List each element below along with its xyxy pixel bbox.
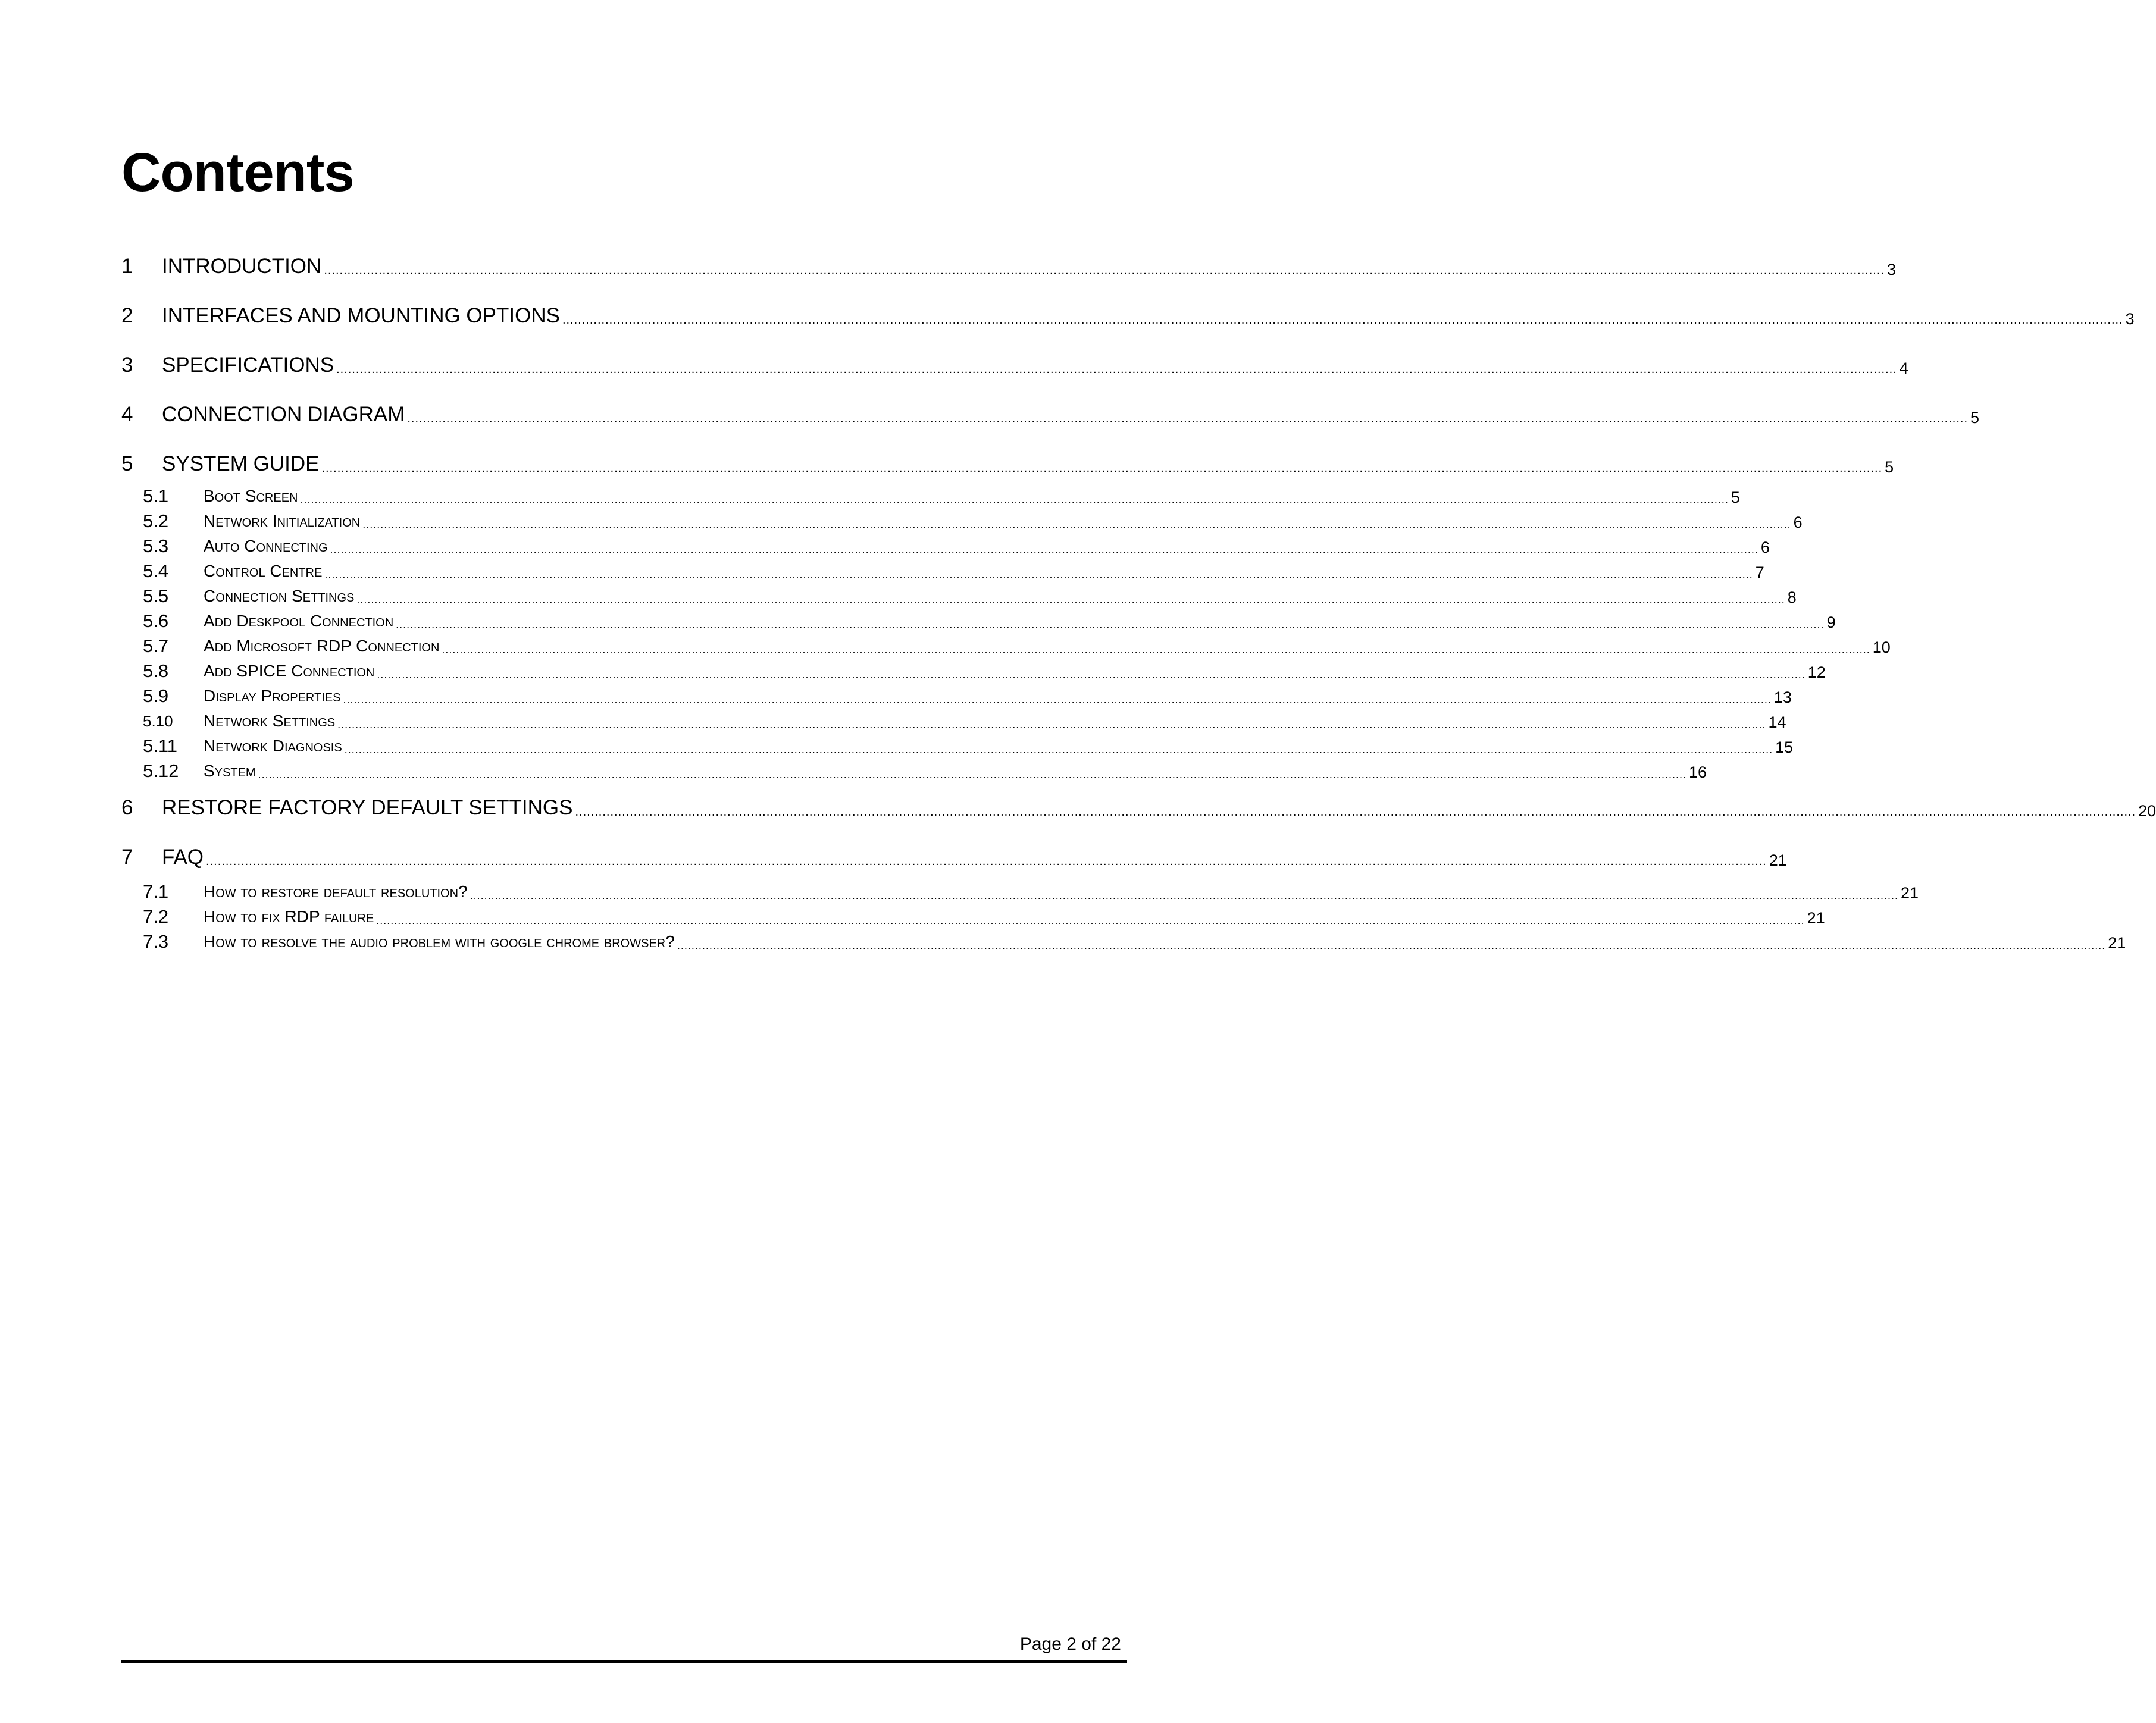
toc-entry-network-diagnosis[interactable]: [121, 734, 1794, 758]
toc-entry-restore-factory-defaults[interactable]: [121, 795, 2156, 821]
toc-dot-leader: ................................................................................................................................................................................................................................................................................................................................................................................................................: [377, 669, 1805, 681]
toc-entry-auto-connecting[interactable]: [121, 534, 1770, 558]
toc-entry-page: 21: [1901, 884, 1919, 902]
toc-entry-page: 12: [1807, 663, 1826, 681]
toc-entry-number: 5.5: [143, 585, 169, 606]
toc-dot-leader: ................................................................................................................................................................................................................................................................................................................................................................................................................: [330, 544, 1758, 556]
toc-dot-leader: ................................................................................................................................................................................................................................................................................................................................................................................................................: [356, 594, 1785, 606]
toc-entry-number: 5.7: [143, 635, 169, 656]
toc-entry-interfaces[interactable]: [121, 303, 2135, 329]
toc-entry-title: SPECIFICATIONS: [162, 353, 334, 377]
toc-entry-number: 7.1: [143, 881, 169, 902]
toc-entry-title: CONNECTION DIAGRAM: [162, 403, 405, 426]
toc-entry-number: 5.10: [143, 712, 173, 730]
toc-entry-number: 5.2: [143, 510, 169, 531]
toc-entry-restore-default-resolution[interactable]: [121, 880, 1919, 904]
toc-dot-leader: ................................................................................................................................................................................................................................................................................................................................................................................................................: [300, 494, 1729, 506]
toc-entry-number: 7.3: [143, 931, 169, 952]
toc-dot-leader: ................................................................................................................................................................................................................................................................................................................................................................................................................: [575, 806, 2136, 819]
toc-entry-number: 5.12: [143, 760, 179, 781]
toc-entry-page: 3: [1886, 261, 1896, 278]
toc-entry-page: 16: [1688, 763, 1707, 781]
toc-entry-title: Network Settings: [204, 712, 336, 730]
toc-dot-leader: ................................................................................................................................................................................................................................................................................................................................................................................................................: [258, 769, 1686, 781]
toc-dot-leader: ................................................................................................................................................................................................................................................................................................................................................................................................................: [343, 694, 1772, 706]
toc-dot-leader: ................................................................................................................................................................................................................................................................................................................................................................................................................: [362, 519, 1791, 531]
footer-divider: [121, 1660, 1127, 1663]
toc-entry-control-centre[interactable]: [121, 559, 1764, 583]
toc-entry-network-settings[interactable]: [121, 709, 1786, 733]
toc-entry-page: 8: [1787, 588, 1797, 606]
toc-entry-title: System: [204, 762, 256, 780]
toc-entry-page: 13: [1773, 688, 1792, 706]
toc-entry-system-guide[interactable]: [121, 451, 1894, 477]
toc-dot-leader: ................................................................................................................................................................................................................................................................................................................................................................................................................: [407, 412, 1969, 425]
toc-entry-network-initialization[interactable]: [121, 509, 1803, 533]
toc-dot-leader: ................................................................................................................................................................................................................................................................................................................................................................................................................: [337, 719, 1766, 731]
toc-entry-add-rdp-connection[interactable]: [121, 634, 1891, 658]
toc-entry-add-deskpool-connection[interactable]: [121, 609, 1836, 633]
toc-entry-title: How to fix RDP failure: [204, 907, 374, 926]
toc-entry-page: 6: [1760, 538, 1770, 556]
toc-entry-title: RESTORE FACTORY DEFAULT SETTINGS: [162, 796, 573, 819]
toc-entry-number: 7.2: [143, 906, 169, 927]
toc-entry-title: Display Properties: [204, 687, 341, 705]
toc-entry-audio-problem-chrome[interactable]: [121, 930, 2126, 954]
toc-entry-page: 6: [1793, 513, 1803, 531]
toc-entry-system[interactable]: [121, 759, 1707, 783]
toc-entry-number: 7: [121, 845, 133, 869]
toc-entry-title: Add Deskpool Connection: [204, 612, 394, 630]
toc-dot-leader: ................................................................................................................................................................................................................................................................................................................................................................................................................: [677, 939, 2106, 951]
toc-entry-number: 5.1: [143, 485, 169, 506]
toc-dot-leader: ................................................................................................................................................................................................................................................................................................................................................................................................................: [344, 744, 1773, 756]
toc-entry-title: How to resolve the audio problem with google chrome browser?: [204, 932, 675, 951]
toc-entry-page: 9: [1826, 613, 1836, 631]
toc-dot-leader: ................................................................................................................................................................................................................................................................................................................................................................................................................: [562, 314, 2123, 327]
toc-dot-leader: ................................................................................................................................................................................................................................................................................................................................................................................................................: [376, 914, 1805, 926]
toc-entry-page: 5: [1885, 458, 1894, 476]
toc-entry-connection-diagram[interactable]: [121, 402, 1980, 428]
toc-entry-page: 21: [1807, 909, 1825, 927]
toc-entry-page: 4: [1899, 359, 1908, 377]
page-title: Contents: [121, 142, 354, 203]
toc-entry-fix-rdp-failure[interactable]: [121, 905, 1825, 929]
toc-entry-connection-settings[interactable]: [121, 584, 1797, 608]
toc-entry-page: 7: [1755, 563, 1764, 581]
toc-entry-boot-screen[interactable]: [121, 484, 1740, 508]
toc-dot-leader: ................................................................................................................................................................................................................................................................................................................................................................................................................: [206, 855, 1767, 868]
toc-entry-title: INTERFACES AND MOUNTING OPTIONS: [162, 304, 560, 327]
page-number-footer: Page 2 of 22: [1019, 1634, 1121, 1654]
toc-entry-number: 5.8: [143, 660, 169, 681]
toc-entry-title: How to restore default resolution?: [204, 882, 468, 901]
toc-entry-number: 4: [121, 403, 133, 426]
toc-entry-number: 5.11: [143, 735, 178, 756]
toc-dot-leader: ................................................................................................................................................................................................................................................................................................................................................................................................................: [396, 619, 1825, 631]
toc-entry-add-spice-connection[interactable]: [121, 659, 1826, 683]
table-of-contents: [121, 0, 2156, 1723]
toc-dot-leader: ................................................................................................................................................................................................................................................................................................................................................................................................................: [442, 644, 1870, 656]
toc-entry-page: 20: [2138, 802, 2156, 820]
toc-dot-leader: ................................................................................................................................................................................................................................................................................................................................................................................................................: [324, 264, 1885, 277]
toc-entry-page: 15: [1775, 738, 1794, 756]
toc-dot-leader: ................................................................................................................................................................................................................................................................................................................................................................................................................: [324, 569, 1753, 581]
toc-entry-title: Network Diagnosis: [204, 737, 342, 755]
toc-dot-leader: ................................................................................................................................................................................................................................................................................................................................................................................................................: [336, 363, 1897, 376]
toc-dot-leader: ................................................................................................................................................................................................................................................................................................................................................................................................................: [321, 462, 1883, 475]
toc-entry-number: 5.6: [143, 610, 169, 631]
toc-entry-title: Add Microsoft RDP Connection: [204, 637, 440, 655]
toc-entry-number: 2: [121, 304, 133, 327]
toc-entry-title: Control Centre: [204, 562, 323, 580]
toc-entry-title: SYSTEM GUIDE: [162, 452, 320, 475]
toc-entry-title: Network Initialization: [204, 512, 361, 530]
toc-entry-page: 10: [1872, 638, 1891, 656]
toc-entry-specifications[interactable]: [121, 352, 1908, 378]
toc-entry-title: Auto Connecting: [204, 537, 328, 555]
toc-entry-faq[interactable]: [121, 844, 1787, 870]
toc-entry-number: 6: [121, 796, 133, 819]
toc-entry-number: 5.9: [143, 685, 169, 706]
toc-entry-number: 5.3: [143, 535, 169, 556]
toc-entry-introduction[interactable]: [121, 253, 1896, 280]
toc-entry-page: 21: [2108, 934, 2126, 952]
toc-entry-page: 21: [1769, 851, 1787, 869]
toc-entry-number: 3: [121, 353, 133, 377]
toc-entry-title: Boot Screen: [204, 487, 298, 505]
toc-entry-title: INTRODUCTION: [162, 255, 322, 278]
toc-entry-title: Add SPICE Connection: [204, 662, 375, 680]
toc-entry-number: 5.4: [143, 560, 169, 581]
toc-entry-number: 5: [121, 452, 133, 475]
toc-entry-page: 3: [2125, 310, 2135, 328]
toc-entry-title: Connection Settings: [204, 587, 355, 605]
toc-entry-page: 5: [1731, 488, 1740, 506]
toc-entry-number: 1: [121, 255, 133, 278]
toc-entry-title: FAQ: [162, 845, 204, 869]
toc-entry-page: 5: [1970, 409, 1980, 427]
toc-entry-page: 14: [1768, 713, 1786, 731]
toc-entry-display-properties[interactable]: [121, 684, 1792, 708]
toc-dot-leader: ................................................................................................................................................................................................................................................................................................................................................................................................................: [470, 889, 1899, 901]
